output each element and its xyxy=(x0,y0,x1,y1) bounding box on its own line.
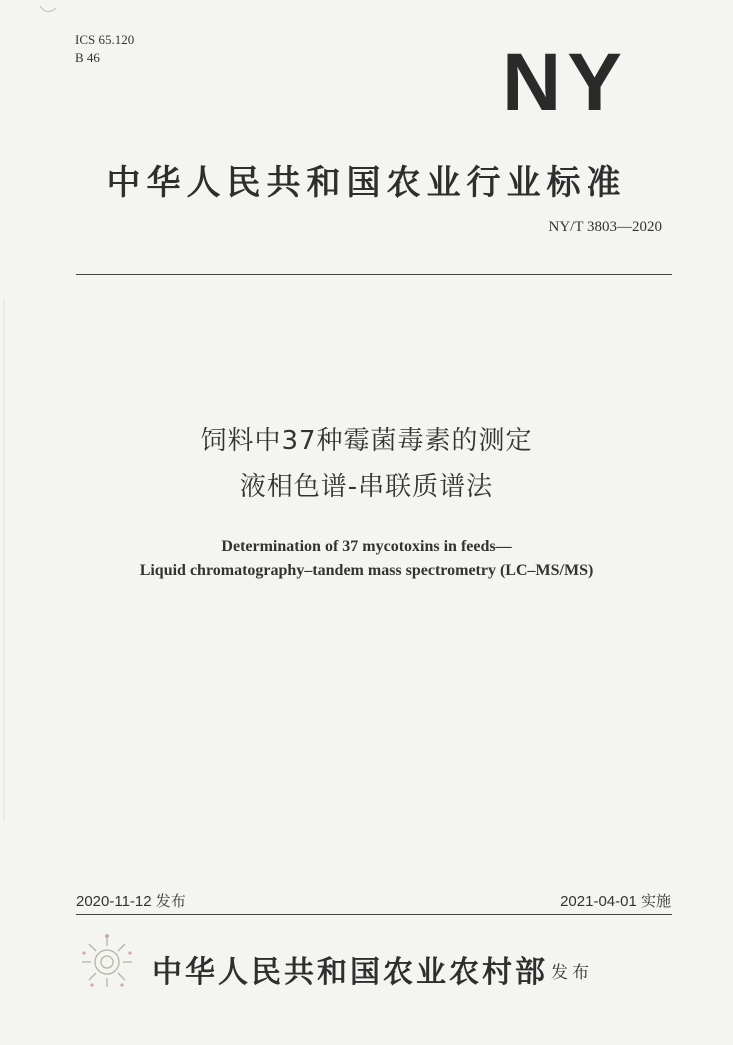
standard-category-title: 中华人民共和国农业行业标准 xyxy=(106,163,627,203)
issuing-ministry: 中华人民共和国农业农村部 xyxy=(152,955,548,990)
chinese-title-line-1: 饲料中37种霉菌毒素的测定 xyxy=(200,426,533,456)
english-title-line-1: Determination of 37 mycotoxins in feeds— xyxy=(221,538,512,555)
header-divider xyxy=(76,274,672,275)
issue-date: 2020-11-12 发布 xyxy=(76,893,186,910)
classification-codes xyxy=(75,31,134,67)
publish-label: 发布 xyxy=(551,963,593,983)
ics-code: ICS 65.120 xyxy=(75,32,135,47)
ny-logo: NY xyxy=(502,37,628,128)
english-title-line-2: Liquid chromatography–tandem mass spectrometry (LC–MS/MS) xyxy=(139,562,594,579)
ccs-code: B 46 xyxy=(75,50,100,65)
chinese-title-line-2: 液相色谱-串联质谱法 xyxy=(239,472,494,502)
implementation-date: 2021-04-01 实施 xyxy=(560,893,671,910)
footer-divider xyxy=(76,914,672,915)
standard-number: NY/T 3803—2020 xyxy=(548,219,662,235)
ministry-emblem-icon xyxy=(78,933,136,991)
